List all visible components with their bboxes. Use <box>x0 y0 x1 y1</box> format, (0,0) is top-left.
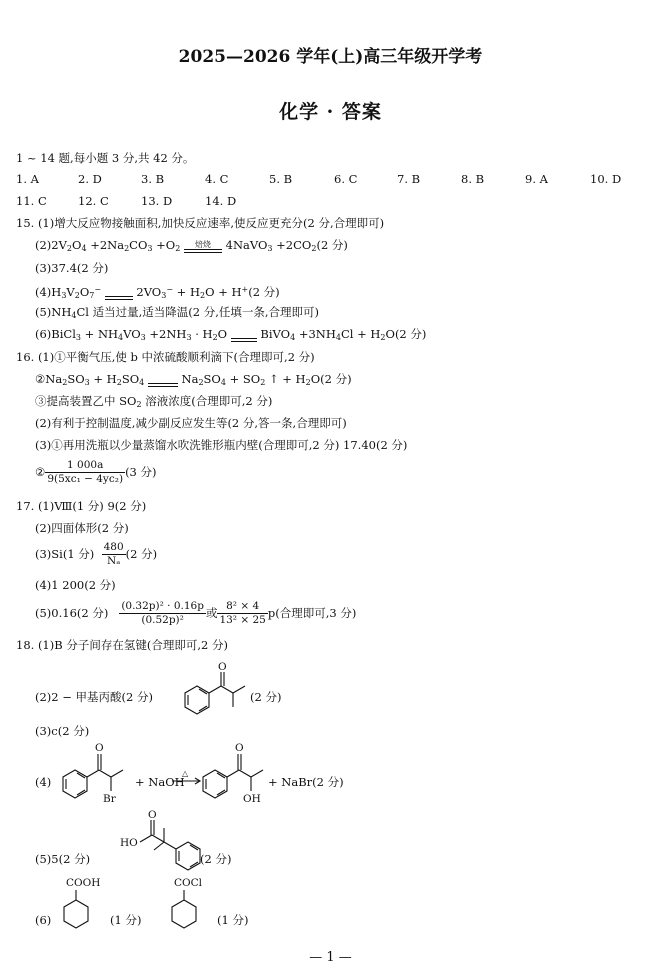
structure-phenyl-acid <box>118 809 208 878</box>
q16-line-1: 16. (1)①平衡气压,使 b 中浓硫酸顺利滴下(合理即可,2 分) <box>16 350 315 364</box>
structure-bromo-ketone <box>58 740 138 810</box>
oxygen-label: O <box>235 742 244 754</box>
q17-line-3: (3)Si(1 分) $\frac{480}{\text{Nₐ}}$ (2 分) <box>35 540 158 567</box>
equilibrium-arrow <box>105 287 133 300</box>
q16-line-6: ② $\frac{1 000a}{\text{9(5xc₁ − 4yc₂)}}$ (3 分) <box>35 458 157 485</box>
mc-answer: 14. D <box>205 194 237 208</box>
q16-line-5: (3)①再用洗瓶以少量蒸馏水吹洗锥形瓶内壁(合理即可,2 分) 17.40(2 分) <box>35 438 408 452</box>
q18-line-1: 18. (1)B 分子间存在氢键(合理即可,2 分) <box>16 638 228 652</box>
q16-line-4: (2)有利于控制温度,减少副反应发生等(2 分,答一条,合理即可) <box>35 416 347 430</box>
cocl-label: COCl <box>174 877 203 889</box>
hydroxyl-label: OH <box>243 793 261 805</box>
mc-answer: 8. B <box>461 172 485 186</box>
mc-intro: 1 ~ 14 题,每小题 3 分,共 42 分。 <box>16 151 195 165</box>
structure-isobutyrophenone <box>180 662 250 718</box>
q18-line-5a: (5)5(2 分) <box>35 852 91 866</box>
q17-line-1: 17. (1)Ⅷ(1 分) 9(2 分) <box>16 499 147 513</box>
bromine-label: Br <box>103 793 116 805</box>
q18-line-3: (3)c(2 分) <box>35 724 90 738</box>
fraction: $\frac{\text{(0.32p)² · 0.16p}}{\text{(0.52p)²}}$ <box>121 599 204 626</box>
q18-line-6b: (1 分) <box>110 913 142 927</box>
fraction: $\frac{1 000a}{\text{9(5xc₁ − 4yc₂)}}$ <box>47 458 124 485</box>
q17-line-2: (2)四面体形(2 分) <box>35 521 129 535</box>
svg-text:△: △ <box>182 769 189 778</box>
reaction-arrow <box>231 329 257 342</box>
q18-line-4-plus: + NaOH <box>135 775 185 789</box>
q16-line-2: $②Na_2SO_3 + H_2SO_4$ $Na_2SO_4 + SO_2$ ↑ + $H_2O(2$ 分) <box>35 372 352 387</box>
mc-answer: 10. D <box>590 172 622 186</box>
mc-answer: 5. B <box>269 172 293 186</box>
oxygen-label: O <box>95 742 104 754</box>
mc-answer: 9. A <box>525 172 548 186</box>
mc-answer: 2. D <box>78 172 102 186</box>
hydroxyl-label: HO <box>120 837 138 849</box>
q15-line-1: 15. (1)增大反应物接触面积,加快反应速率,使反应更充分(2 分,合理即可) <box>16 216 385 230</box>
reaction-arrow: 焙烧 <box>184 240 222 253</box>
fraction: $\frac{\text{8² × 4}}{\text{13² × 25}}$ <box>219 599 266 626</box>
fraction: $\frac{480}{\text{Nₐ}}$ <box>103 540 124 567</box>
mc-row-2 <box>16 194 646 210</box>
q18-line-2b: (2 分) <box>250 690 282 704</box>
q18-line-6a: (6) <box>35 913 52 927</box>
structure-cyclohexane-cooh <box>58 876 118 938</box>
q17-line-4: (4)1 200(2 分) <box>35 578 116 592</box>
mc-answer: 1. A <box>16 172 39 186</box>
mc-answer: 4. C <box>205 172 229 186</box>
q18-line-4b: + NaBr(2 分) <box>268 775 344 789</box>
mc-answer: 6. C <box>334 172 358 186</box>
oxygen-label: O <box>148 809 157 821</box>
q15-line-2: $(2)2V_2O_4 +2Na_2CO_3 +O_2$ 焙烧 4NaVO$_3$ $+2CO_2(2$ 分) <box>35 238 348 253</box>
cooh-label: COOH <box>66 877 101 889</box>
q15-line-6: (6)BiCl$_3$ + $NH_4VO_3 +2NH_3 \cdot H_2O$ BiVO$_4$ $+3NH_4Cl + H_2O(2$ 分) <box>35 327 427 342</box>
q18-line-5b: (2 分) <box>200 852 232 866</box>
oxygen-label: O <box>218 661 227 673</box>
q15-line-5: $(5)NH_4Cl$ 适当过量,适当降温(2 分,任填一条,合理即可) <box>35 305 320 320</box>
structure-cyclohexane-cocl <box>166 876 226 938</box>
reaction-arrow <box>148 374 178 387</box>
mc-answer: 7. B <box>397 172 421 186</box>
mc-answer: 3. B <box>141 172 165 186</box>
structure-hydroxy-ketone <box>198 740 278 810</box>
q18-line-4a: (4) <box>35 775 52 789</box>
q18-line-2a: (2)2 − 甲基丙酸(2 分) <box>35 690 153 704</box>
q15-line-4: $(4)H_3V_2O_7^-$ $2VO_3^- + H_2O + H^+(2$ 分) <box>35 285 280 300</box>
mc-answer: 11. C <box>16 194 47 208</box>
q18-line-6c: (1 分) <box>217 913 249 927</box>
page-number: — 1 — <box>309 950 352 965</box>
q17-line-5: (5)0.16(2 分) $\frac{\text{(0.32p)² · 0.16p}}{\text{(0.52p)²}}$ 或 $\frac{\text{8² × 4}}{\text{13² × 25}}$ p (合理即可,3 分) <box>35 599 357 626</box>
q16-line-3: ③提高装置乙中 $SO_2$ 溶液浓度(合理即可,2 分) <box>35 394 273 409</box>
exam-title: 2025—2026 学年(上)高三年级开学考 <box>178 47 483 67</box>
mc-answer: 12. C <box>78 194 109 208</box>
mc-answer: 13. D <box>141 194 173 208</box>
mc-row-1 <box>16 172 646 188</box>
q15-line-3: (3)37.4(2 分) <box>35 261 109 275</box>
answer-subtitle: 化学 · 答案 <box>279 101 382 123</box>
